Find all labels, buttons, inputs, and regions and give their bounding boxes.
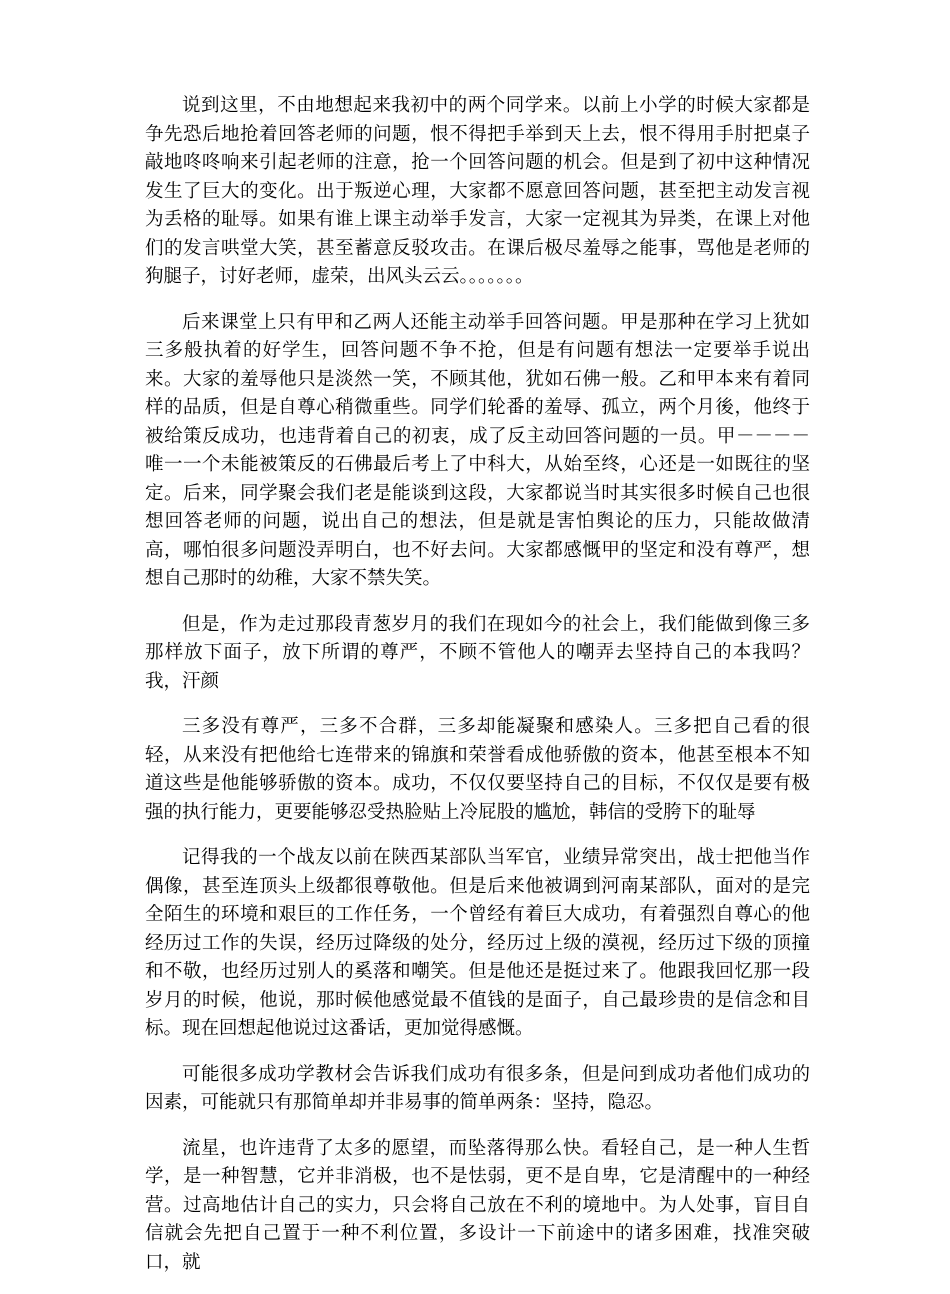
document-page	[145, 92, 810, 1294]
paragraph-3: 但是，作为走过那段青葱岁月的我们在现如今的社会上，我们能做到像三多那样放下面子，放下所谓的尊严，不顾不管他人的嘲弄去坚持自己的本我吗？我，汗颜	[145, 613, 810, 692]
paragraph-4: 三多没有尊严，三多不合群，三多却能凝聚和感染人。三多把自己看的很轻，从来没有把他给七连带来的锦旗和荣誉看成他骄傲的资本，他甚至根本不知道这些是他能够骄傲的资本。成功，不仅仅要坚持自己的目标，不仅仅是要有极强的执行能力，更要能够忍受热脸贴上冷屁股的尴尬，韩信的受胯下的耻辱	[145, 716, 810, 823]
paragraph-5: 记得我的一个战友以前在陕西某部队当军官，业绩异常突出，战士把他当作偶像，甚至连顶头上级都很尊敬他。但是后来他被调到河南某部队，面对的是完全陌生的环境和艰巨的工作任务，一个曾经有着巨大成功，有着强烈自尊心的他经历过工作的失误，经历过降级的处分，经历过上级的漠视，经历过下级的顶撞和不敬，也经历过别人的奚落和嘲笑。但是他还是挺过来了。他跟我回忆那一段岁月的时候，他说，那时候他感觉最不值钱的是面子，自己最珍贵的是信念和目标。现在回想起他说过这番话，更加觉得感慨。	[145, 847, 810, 1039]
paragraph-1: 说到这里，不由地想起来我初中的两个同学来。以前上小学的时候大家都是争先恐后地抢着回答老师的问题，恨不得把手举到天上去，恨不得用手肘把桌子敲地咚咚响来引起老师的注意，抢一个回答问题的机会。但是到了初中这种情况发生了巨大的变化。出于叛逆心理，大家都不愿意回答问题，甚至把主动发言视为丢格的耻辱。如果有谁上课主动举手发言，大家一定视其为异类，在课上对他们的发言哄堂大笑，甚至蓄意反驳攻击。在课后极尽羞辱之能事，骂他是老师的狗腿子，讨好老师，虚荣，出风头云云。。。。。。。	[145, 95, 810, 287]
paragraph-6: 可能很多成功学教材会告诉我们成功有很多条，但是问到成功者他们成功的因素，可能就只有那简单却并非易事的简单两条：坚持，隐忍。	[145, 1063, 810, 1113]
paragraph-7: 流星，也许违背了太多的愿望，而坠落得那么快。看轻自己，是一种人生哲学，是一种智慧，它并非消极，也不是怯弱，更不是自卑，它是清醒中的一种经营。过高地估计自己的实力，只会将自己放在不利的境地中。为人处事，盲目自信就会先把自己置于一种不利位置，多设计一下前途中的诸多困难，找准突破口，就	[145, 1137, 810, 1273]
paragraph-2: 后来课堂上只有甲和乙两人还能主动举手回答问题。甲是那种在学习上犹如三多般执着的好学生，回答问题不争不抢，但是有问题有想法一定要举手说出来。大家的羞辱他只是淡然一笑，不顾其他，犹如石佛一般。乙和甲本来有着同样的品质，但是自尊心稍微重些。同学们轮番的羞辱、孤立，两个月後，他终于被给策反成功，也违背着自己的初衷，成了反主动回答问题的一员。甲－－－－唯一一个未能被策反的石佛最后考上了中科大，从始至终，心还是一如既往的坚定。后来，同学聚会我们老是能谈到这段，大家都说当时其实很多时候自己也很想回答老师的问题，说出自己的想法，但是就是害怕舆论的压力，只能故做清高，哪怕很多问题没弄明白，也不好去问。大家都感慨甲的坚定和没有尊严，想想自己那时的幼稚，大家不禁失笑。	[145, 311, 810, 589]
